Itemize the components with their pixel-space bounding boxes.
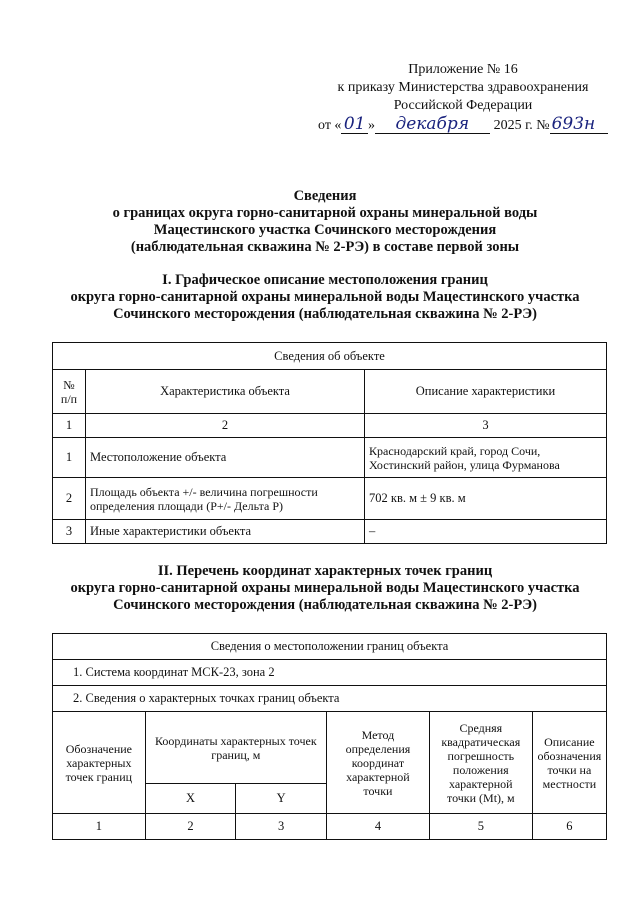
row-number: 2 — [53, 478, 86, 520]
numbering-cell: 3 — [236, 814, 327, 840]
object-info-table — [52, 342, 607, 544]
heading-line: о границах округа горно-санитарной охраны минеральной воды — [112, 205, 538, 221]
table-row — [53, 520, 607, 544]
annex-ministry-line: Российской Федерации — [393, 98, 533, 113]
section-heading-line: Сочинского месторождения (наблюдательная скважина № 2-РЭ) — [113, 597, 537, 613]
table-caption-row — [53, 634, 607, 660]
row-characteristic: Иные характеристики объекта — [86, 520, 365, 544]
section-heading-line: округа горно-санитарной охраны минеральной воды Мацестинского участка — [70, 289, 580, 305]
numbering-cell: 4 — [327, 814, 430, 840]
section-1-heading — [40, 272, 610, 323]
numbering-cell: 1 — [53, 814, 146, 840]
header-description: Описание обозначения точки на местности — [532, 712, 606, 814]
points-info-row — [53, 686, 607, 712]
handwritten-order-number: 693н — [550, 115, 608, 134]
date-prefix: от « — [318, 118, 342, 133]
handwritten-month: декабря — [375, 115, 490, 134]
table-caption: Сведения о местоположении границ объекта — [53, 634, 607, 660]
row-number: 1 — [53, 438, 86, 478]
numbering-row — [53, 414, 607, 438]
coordinate-system: 1. Система координат МСК-23, зона 2 — [53, 660, 607, 686]
section-heading-line: I. Графическое описание местоположения границ — [162, 272, 488, 288]
header-number: № п/п — [53, 370, 86, 414]
section-heading-line: II. Перечень координат характерных точек границ — [157, 563, 493, 579]
table-row — [53, 478, 607, 520]
boundary-coordinates-table — [52, 633, 607, 840]
header-method: Метод определения координат характерной точки — [327, 712, 430, 814]
row-description: Краснодарский край, город Сочи, Хостинский район, улица Фурманова — [365, 438, 607, 478]
points-info: 2. Сведения о характерных точках границ объекта — [53, 686, 607, 712]
date-close-quote: » — [367, 118, 375, 133]
numbering-cell: 5 — [429, 814, 532, 840]
numbering-cell: 1 — [53, 414, 86, 438]
row-number: 3 — [53, 520, 86, 544]
heading-line: Мацестинского участка Сочинского месторождения — [153, 222, 497, 238]
annex-title: Приложение № 16 — [408, 62, 518, 77]
annex-order-line: к приказу Министерства здравоохранения — [337, 80, 589, 95]
section-heading-line: округа горно-санитарной охраны минеральной воды Мацестинского участка — [70, 580, 580, 596]
row-characteristic: Местоположение объекта — [86, 438, 365, 478]
annex-block — [318, 61, 608, 135]
header-point: Обозначение характерных точек границ — [53, 712, 146, 814]
table-header-row — [53, 370, 607, 414]
table-caption-row — [53, 343, 607, 370]
header-y: Y — [236, 784, 327, 814]
header-characteristic: Характеристика объекта — [86, 370, 365, 414]
header-coords: Координаты характерных точек границ, м — [145, 712, 326, 784]
table-header-row — [53, 712, 607, 784]
header-description: Описание характеристики — [365, 370, 607, 414]
numbering-cell: 6 — [532, 814, 606, 840]
header-accuracy: Средняя квадратическая погрешность положения характерной точки (Mt), м — [429, 712, 532, 814]
table-row — [53, 438, 607, 478]
coordinate-system-row — [53, 660, 607, 686]
numbering-row — [53, 814, 607, 840]
numbering-cell: 3 — [365, 414, 607, 438]
document-heading — [40, 188, 610, 256]
handwritten-day: 01 — [341, 115, 368, 134]
date-year: 2025 г. № — [493, 118, 550, 133]
heading-line: Сведения — [293, 188, 357, 204]
numbering-cell: 2 — [145, 814, 236, 840]
section-2-heading — [40, 563, 610, 614]
heading-line: (наблюдательная скважина № 2-РЭ) в составе первой зоны — [130, 239, 520, 255]
annex-date-line — [318, 115, 608, 135]
numbering-cell: 2 — [86, 414, 365, 438]
header-x: X — [145, 784, 236, 814]
row-description: – — [365, 520, 607, 544]
section-heading-line: Сочинского месторождения (наблюдательная скважина № 2-РЭ) — [113, 306, 537, 322]
row-characteristic: Площадь объекта +/- величина погрешности определения площади (Р+/- Дельта Р) — [86, 478, 365, 520]
table-caption: Сведения об объекте — [53, 343, 607, 370]
row-description: 702 кв. м ± 9 кв. м — [365, 478, 607, 520]
